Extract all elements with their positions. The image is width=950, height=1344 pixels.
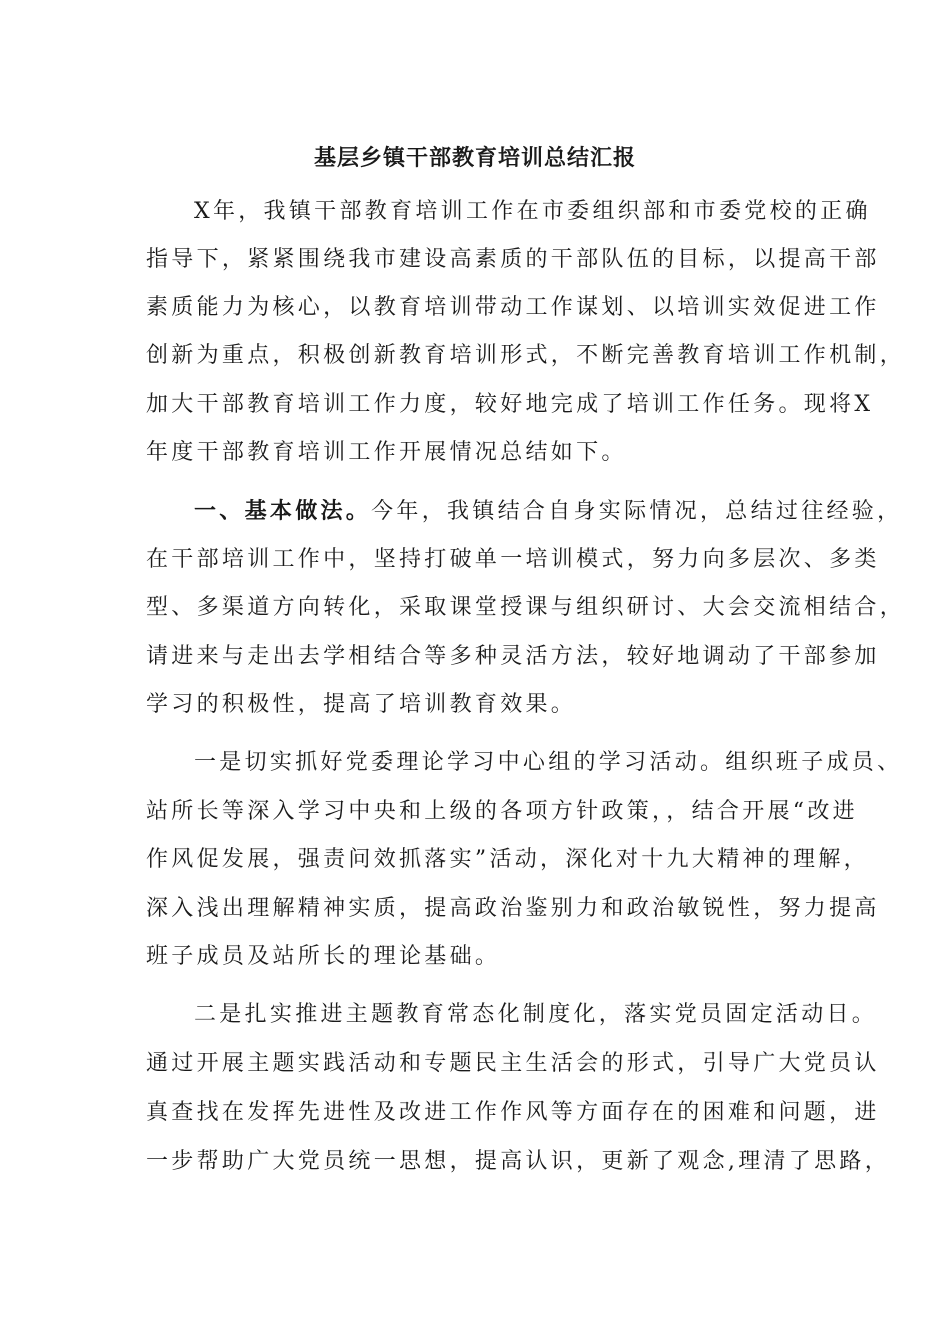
paragraph-line: 二是扎实推进主题教育常态化制度化，落实党员固定活动日。 — [194, 1002, 878, 1027]
paragraph-line: 站所长等深入学习中央和上级的各项方针政策，，结合开展“改进 — [146, 799, 858, 824]
paragraph-line: 加大干部教育培训工作力度，较好地完成了培训工作任务。现将X — [146, 392, 874, 417]
paragraph-line: 深入浅出理解精神实质，提高政治鉴别力和政治敏锐性，努力提高 — [146, 896, 880, 921]
section-heading-line — [194, 496, 902, 527]
paragraph-line: 班子成员及站所长的理论基础。 — [146, 944, 501, 969]
section-heading: 一、基本做法。 — [194, 498, 372, 524]
paragraph-line: 指导下，紧紧围绕我市建设高素质的干部队伍的目标，以提高干部 — [146, 247, 880, 272]
paragraph-line: 请进来与走出去学相结合等多种灵活方法，较好地调动了干部参加 — [146, 644, 880, 669]
paragraph-line: 创新为重点，积极创新教育培训形式，不断完善教育培训工作机制， — [146, 343, 906, 368]
paragraph-line: 型、多渠道方向转化，采取课堂授课与组织研讨、大会交流相结合， — [146, 595, 906, 620]
paragraph-line: 素质能力为核心，以教育培训带动工作谋划、以培训实效促进工作 — [146, 295, 880, 320]
paragraph-line: 作风促发展，强责问效抓落实”活动，深化对十九大精神的理解， — [146, 847, 869, 872]
document-title: 基层乡镇干部教育培训总结汇报 — [313, 145, 636, 171]
paragraph-line: 年度干部教育培训工作开展情况总结如下。 — [146, 440, 627, 465]
paragraph-line: 一是切实抓好党委理论学习中心组的学习活动。组织班子成员、 — [194, 750, 903, 775]
paragraph-line: 真查找在发挥先进性及改进工作作风等方面存在的困难和问题，进 — [146, 1100, 880, 1125]
paragraph-line: X年，我镇干部教育培训工作在市委组织部和市委党校的正确 — [194, 199, 871, 224]
paragraph-line: 在干部培训工作中，坚持打破单一培训模式，努力向多层次、多类 — [146, 547, 880, 572]
paragraph-line: 一步帮助广大党员统一思想，提高认识，更新了观念,理清了思路， — [146, 1149, 890, 1174]
paragraph-line: 通过开展主题实践活动和专题民主生活会的形式，引导广大党员认 — [146, 1051, 880, 1076]
paragraph-line: 学习的积极性，提高了培训教育效果。 — [146, 692, 577, 717]
section-text: 今年，我镇结合自身实际情况，总结过往经验， — [371, 499, 903, 524]
